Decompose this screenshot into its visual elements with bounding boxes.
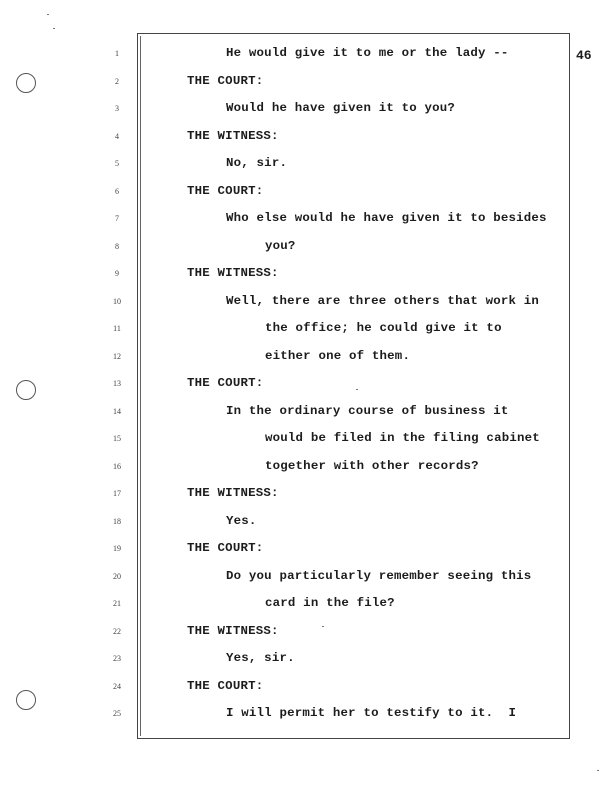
scan-speck <box>53 28 55 29</box>
line-number: 14 <box>113 406 121 416</box>
speaker-label: THE COURT: <box>187 541 264 555</box>
line-number: 23 <box>113 654 121 663</box>
transcript-line: together with other records? <box>265 458 479 473</box>
transcript-line: I will permit her to testify to it. I <box>226 706 517 720</box>
line-number: 18 <box>113 516 121 526</box>
line-number: 11 <box>113 324 121 333</box>
transcript-line: either one of them. <box>265 348 411 363</box>
line-number: 20 <box>113 571 121 581</box>
speaker-label: THE COURT: <box>187 73 264 88</box>
line-number: 3 <box>115 104 119 113</box>
punch-hole-middle <box>16 380 36 400</box>
transcript-line: Who else would he have given it to besides <box>226 211 547 225</box>
line-number: 22 <box>113 626 121 636</box>
line-number: 19 <box>113 544 121 553</box>
speaker-label: THE WITNESS: <box>187 266 279 280</box>
speaker-label: THE COURT: <box>187 376 264 390</box>
transcript-line: would be filed in the filing cabinet <box>265 431 540 445</box>
speaker-label: THE COURT: <box>187 183 264 198</box>
scan-speck <box>47 14 49 15</box>
line-number: 25 <box>113 709 121 718</box>
line-number: 6 <box>115 186 119 196</box>
transcript-line: Would he have given it to you? <box>226 101 456 115</box>
transcript-line: you? <box>265 238 296 253</box>
transcript-line: Well, there are three others that work in <box>226 293 540 308</box>
punch-hole-bottom <box>16 690 36 710</box>
transcript-line: card in the file? <box>265 596 395 610</box>
line-number: 12 <box>113 351 121 361</box>
line-number: 15 <box>113 434 121 443</box>
transcript-line: In the ordinary course of business it <box>226 403 509 418</box>
transcript-line: No, sir. <box>226 156 288 170</box>
scan-speck <box>322 626 324 627</box>
speaker-label: THE WITNESS: <box>187 128 279 143</box>
speaker-label: THE WITNESS: <box>187 486 279 500</box>
line-number: 2 <box>115 76 119 86</box>
page-number: 46 <box>576 48 592 63</box>
speaker-label: THE COURT: <box>187 678 264 693</box>
transcript-line: the office; he could give it to <box>265 321 502 335</box>
line-number: 9 <box>115 269 119 278</box>
line-number: 16 <box>113 461 121 471</box>
line-number: 21 <box>113 599 121 608</box>
scan-speck <box>356 389 358 390</box>
punch-hole-top <box>16 73 36 93</box>
line-number: 8 <box>115 241 119 251</box>
scan-speck <box>597 770 599 771</box>
line-number: 5 <box>115 159 119 168</box>
line-number: 10 <box>113 296 121 306</box>
transcript-line: Do you particularly remember seeing this <box>226 568 532 583</box>
line-number: 1 <box>115 49 119 58</box>
line-number: 17 <box>113 489 121 498</box>
transcript-line: Yes. <box>226 513 257 528</box>
speaker-label: THE WITNESS: <box>187 623 279 638</box>
line-number: 13 <box>113 379 121 388</box>
line-number: 24 <box>113 681 121 691</box>
line-number: 4 <box>115 131 119 141</box>
line-number: 7 <box>115 214 119 223</box>
transcript-line: He would give it to me or the lady -- <box>226 46 509 60</box>
transcript-line: Yes, sir. <box>226 651 295 665</box>
